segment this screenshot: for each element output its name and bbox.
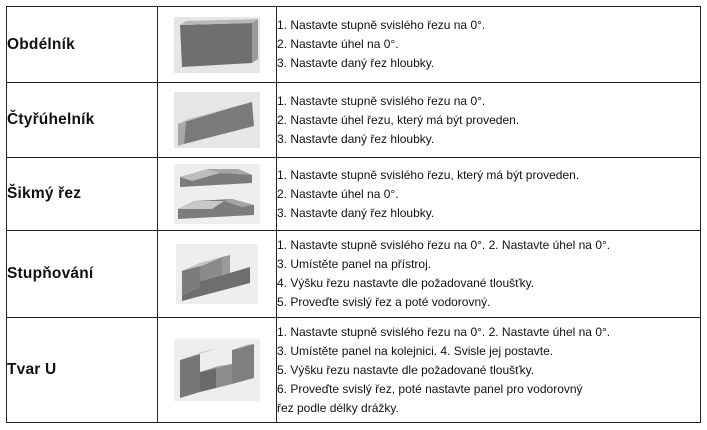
step-text: 1. Nastavte stupně svislého řezu na 0°.	[277, 18, 486, 32]
step-text: 1. Nastavte stupně svislého řezu, který má být proveden.	[277, 167, 580, 182]
trapezoid-block-icon	[172, 90, 262, 150]
cut-name: Šikmý řez	[7, 158, 158, 231]
cut-types-table	[6, 6, 701, 423]
step-text: 2. Nastavte úhel na 0°.	[277, 37, 399, 51]
step-text: 2. Nastavte úhel řezu, který má být proveden.	[277, 112, 520, 127]
step-text: 1. Nastavte stupně svislého řezu na 0°.	[277, 93, 486, 108]
step-text: 3. Nastavte daný řez hloubky.	[277, 205, 435, 220]
cut-name: Obdélník	[7, 7, 158, 83]
bevel-cut-icon	[172, 163, 262, 225]
step-text: 6. Proveďte svislý řez, poté nastavte panel pro vodorovný	[277, 381, 583, 396]
step-text: 3. Umístěte panel na kolejnici. 4. Svisle jej postavte.	[277, 343, 554, 358]
step-cut-icon	[174, 243, 260, 305]
table-row	[7, 7, 701, 83]
table-row	[7, 83, 701, 158]
step-text: 2. Nastavte úhel na 0°.	[277, 186, 399, 201]
rectangle-block-icon	[172, 15, 262, 75]
step-text: 5. Výšku řezu nastavte dle požadované tloušťky.	[277, 362, 535, 377]
table-row	[7, 158, 701, 231]
cut-name: Tvar U	[7, 318, 158, 423]
u-shape-groove-icon	[172, 338, 262, 402]
step-text: 4. Výšku řezu nastavte dle požadované tloušťky.	[277, 276, 535, 290]
step-text: 5. Proveďte svislý řez a poté vodorovný.	[277, 295, 491, 309]
table-row	[7, 231, 701, 318]
step-text: 3. Nastavte daný řez hloubky.	[277, 131, 435, 146]
step-text: 3. Umístěte panel na přístroj.	[277, 257, 432, 271]
cut-name: Stupňování	[7, 231, 158, 318]
step-text: řez podle délky drážky.	[277, 400, 399, 415]
step-text: 3. Nastavte daný řez hloubky.	[277, 56, 435, 70]
cut-name: Čtyřúhelník	[7, 83, 158, 158]
step-text: 1. Nastavte stupně svislého řezu na 0°. 2. Nastavte úhel na 0°.	[277, 238, 611, 252]
table-row	[7, 318, 701, 423]
step-text: 1. Nastavte stupně svislého řezu na 0°. 2. Nastavte úhel na 0°.	[277, 324, 611, 339]
